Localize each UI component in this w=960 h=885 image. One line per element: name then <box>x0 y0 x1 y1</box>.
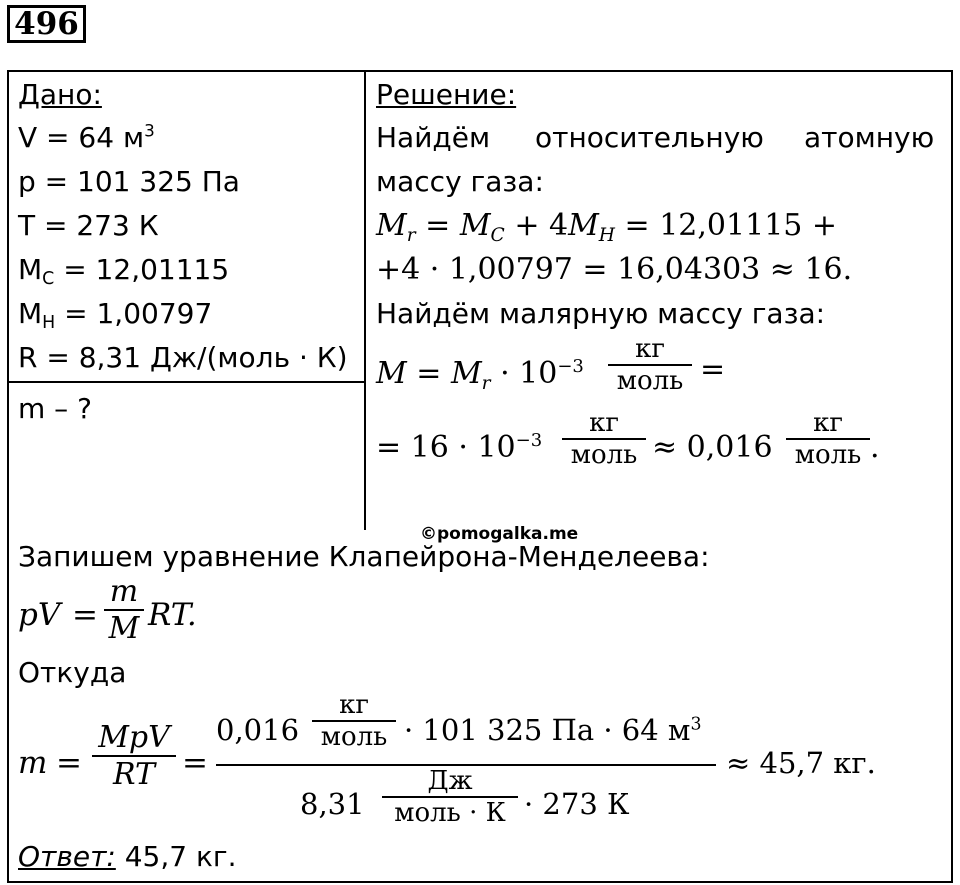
clapeyron-intro: Запишем уравнение Клапейрона-Менделеева: <box>18 540 710 573</box>
final-equals-1: = <box>56 745 82 781</box>
numerator-tail: · 101 325 Па · 64 $м^3$ <box>404 713 702 747</box>
watermark: ©pomogalka.me <box>420 524 579 544</box>
equation-approx-value: ≈ 0,016 <box>652 430 773 465</box>
from-where: Откуда <box>18 656 127 689</box>
denominator-unit-fraction: Дж моль · К <box>382 766 518 828</box>
given-hydrogen-mass: $M_H = 1,00797$ <box>18 297 213 334</box>
fraction-kg-per-mol-3: кг моль <box>786 408 870 470</box>
given-divider-vertical <box>364 70 366 530</box>
equation-molar-mass-value: = $16 \cdot 10^{-3}$ <box>376 430 543 465</box>
given-divider-horizontal <box>7 381 366 383</box>
equation-molar-mass-left: $M = M_r \cdot 10^{-3}$ <box>376 356 584 394</box>
equation-molar-mass-equals: = <box>700 352 726 387</box>
final-lhs: m <box>18 745 48 781</box>
solution-text-word1: Найдём <box>376 121 491 154</box>
find-unknown: m – ? <box>18 392 92 425</box>
denominator-tail: · 273 К <box>524 787 630 821</box>
answer-line <box>18 840 237 874</box>
solution-text-word3: атомную <box>804 121 935 154</box>
final-equals-2: = <box>182 745 208 781</box>
numerator-unit-fraction: кг моль <box>312 690 396 752</box>
denominator-lead: 8,31 <box>300 787 365 821</box>
task-number: 496 <box>7 5 86 43</box>
solution-text-line2: массу газа: <box>376 165 544 198</box>
fraction-mpv-over-rt: MpV RT <box>92 720 176 792</box>
equation-relative-mass: $M_r = M_C + 4M_H = 12,01115$ + <box>376 208 838 246</box>
final-result: ≈ 45,7 кг. <box>726 746 876 780</box>
given-carbon-mass: $M_C = 12,01115$ <box>18 253 230 290</box>
answer-value: 45,7 кг. <box>115 840 237 873</box>
fraction-kg-per-mol-2: кг моль <box>562 408 646 470</box>
answer-label: Ответ: <box>18 840 116 873</box>
solution-text-molar: Найдём малярную массу газа: <box>376 297 826 330</box>
given-temperature: T = 273 К <box>18 209 159 242</box>
clapeyron-equals: = <box>72 597 98 633</box>
given-gas-constant: R = 8,31 Дж/(моль · К) <box>18 341 348 374</box>
equation-period: . <box>870 430 880 465</box>
equation-relative-mass-cont: +4 · 1,00797 = 16,04303 ≈ 16. <box>376 252 853 287</box>
given-pressure: p = 101 325 Па <box>18 165 240 198</box>
solution-header: Решение: <box>376 78 517 111</box>
clapeyron-rt: RT. <box>148 597 197 633</box>
numerator-lead: 0,016 <box>216 713 300 747</box>
solution-text-word2: относительную <box>535 121 764 154</box>
given-volume: V = 64 $м^3$ <box>18 120 155 154</box>
clapeyron-lhs: pV <box>18 597 61 633</box>
given-header: Дано: <box>18 78 102 111</box>
fraction-m-over-M: m M <box>104 574 144 646</box>
fraction-kg-per-mol-1: кг моль <box>608 334 692 396</box>
